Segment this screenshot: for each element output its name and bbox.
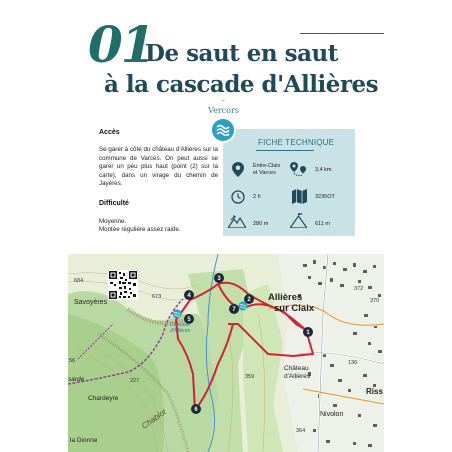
map-label-chardeyre: Chardeyre — [88, 395, 119, 402]
clock-icon — [231, 190, 245, 204]
description-column — [99, 129, 218, 235]
map-label-nivolon: Nivolon — [320, 411, 344, 418]
location-pin-icon — [232, 162, 244, 177]
page-title-line1: De saut en saut — [145, 40, 338, 67]
page-title-line2: à la cascade d'Allières — [104, 71, 379, 98]
map-altitude-227: 227 — [130, 378, 140, 384]
waypoint-5: 5 — [187, 317, 191, 324]
map-altitude-370: 370 — [370, 298, 380, 304]
map-altitude-673: 673 — [152, 294, 162, 300]
max-altitude-value: 611 m — [315, 221, 330, 227]
difficulty-line1: Moyenne. — [99, 217, 127, 225]
waterfall-icon — [210, 117, 236, 143]
qr-code[interactable] — [108, 270, 138, 300]
start-location: Entre-Claix et Varces — [253, 163, 281, 176]
access-heading: Accès — [99, 129, 120, 136]
map-label-sasarde: sarde — [68, 376, 85, 383]
tech-sheet-title-rule — [256, 150, 314, 151]
difficulty-line2: Montée régulière assez raide. — [99, 226, 181, 234]
duration-value: 2 h — [253, 194, 261, 200]
waypoint-6: 6 — [194, 407, 198, 414]
summit-icon — [290, 213, 307, 228]
tech-sheet-title: FICHE TECHNIQUE — [258, 138, 335, 147]
map-label-savoyeres: Savoyères — [74, 299, 108, 306]
map-reference: 3235OT — [315, 194, 335, 200]
map-label-riss: Riss — [366, 387, 383, 396]
route-distance-icon — [290, 162, 307, 177]
map-book-icon — [292, 189, 307, 204]
map-label-allieres-1: Allières — [268, 292, 303, 303]
map-altitude-364: 364 — [296, 428, 306, 434]
waypoint-1: 1 — [306, 330, 310, 337]
hike-number: 01 — [88, 15, 154, 74]
elevation-gain-value: 280 m — [253, 221, 269, 227]
map-label-chablot: Chablot — [139, 407, 168, 431]
map-label-chateau-2: d'Allières — [284, 373, 311, 380]
map-label-la-dionne: la Dionne — [70, 437, 98, 444]
map-altitude-359: 359 — [245, 374, 255, 380]
map-altitude-136: 136 — [348, 360, 358, 366]
map-altitude-684: 684 — [74, 278, 84, 284]
region-label: - Vercors — [208, 96, 239, 115]
map-label-chateau-1: Château — [284, 365, 309, 372]
map-label-allieres-2: sur Claix — [274, 303, 315, 314]
mountain-gain-icon — [228, 214, 246, 228]
waypoint-3: 3 — [217, 276, 221, 283]
waypoint-7: 7 — [232, 307, 236, 314]
header-rule — [300, 33, 384, 34]
map-label-cascade-2: d'Allières — [170, 328, 191, 334]
distance-value: 3,4 km — [315, 167, 332, 173]
map-altitude-56: 56 — [69, 358, 76, 364]
waypoint-4: 4 — [187, 293, 191, 300]
difficulty-heading: Difficulté — [99, 200, 129, 208]
map-altitude-372: 372 — [354, 286, 364, 292]
access-text: Se garer à côté du château d'Allières sur la commune de Varces. On peut aussi se garer un peu plus haut (point (2) sur la carte), dans un virage du chemin de Jayères. — [99, 146, 218, 188]
waypoint-2: 2 — [247, 297, 251, 304]
map-label-cascade-1: Cascade — [170, 322, 190, 328]
